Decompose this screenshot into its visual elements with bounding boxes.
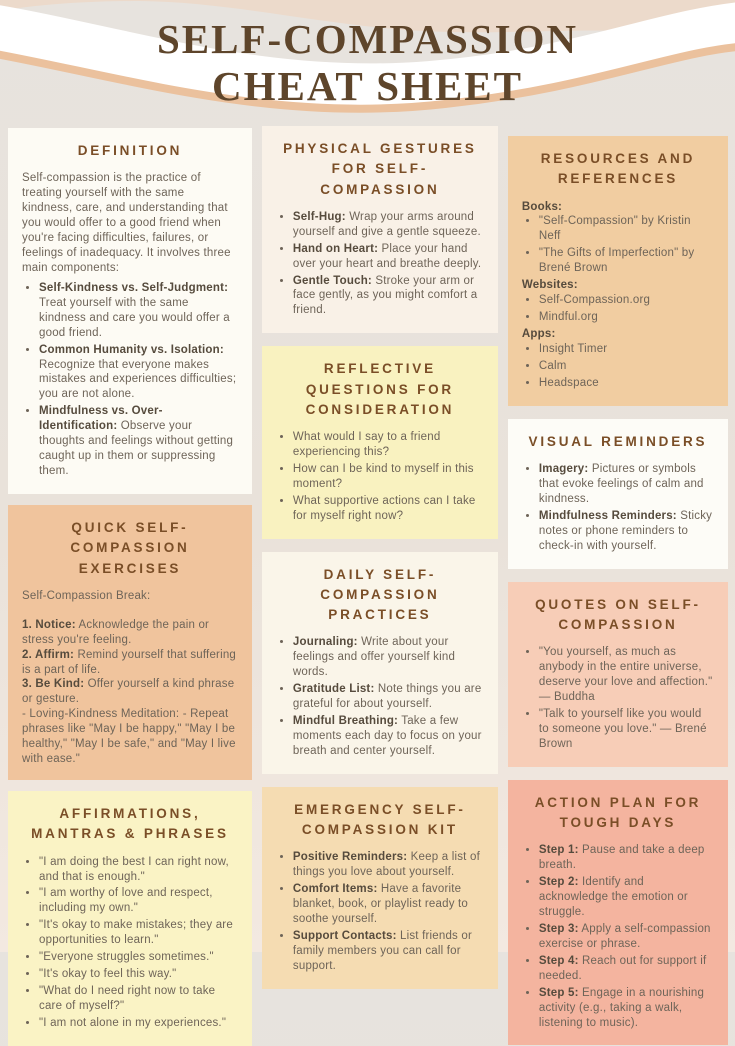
- list-item: • Step 4: Reach out for support if needed.: [539, 954, 714, 984]
- list-item: • Mindfulness Reminders: Sticky notes or phone reminders to check-in with yourself.: [539, 509, 714, 554]
- text-line: 3. Be Kind: Offer yourself a kind phrase or gesture.: [22, 678, 235, 706]
- list-item: • Comfort Items: Have a favorite blanket, book, or playlist ready to soothe yourself.: [293, 882, 484, 927]
- list-item: • "Everyone struggles sometimes.": [39, 950, 238, 965]
- list-item: • Hand on Heart: Place your hand over your heart and breathe deeply.: [293, 242, 484, 272]
- list-item: • Imagery: Pictures or symbols that evoke feelings of calm and kindness.: [539, 462, 714, 507]
- section-heading: Apps:: [521, 328, 556, 340]
- card-title: DEFINITION: [77, 143, 183, 158]
- section-heading: Websites:: [521, 279, 578, 292]
- list-item: • What supportive actions can I take for myself right now?: [293, 494, 484, 524]
- text-line: - Loving-Kindness Meditation: - Repeat phrases like "May I be happy," "May I be healthy," "May I be safe," and "May I live with ease.": [22, 708, 236, 766]
- list-item: • Insight Timer: [539, 342, 714, 357]
- bullet-list: [276, 850, 484, 974]
- list-item: • Mindful Breathing: Take a few moments each day to focus on your breath and center yourself.: [293, 714, 484, 759]
- card-title: QUICK SELF-COMPASSION EXERCISES: [70, 520, 190, 576]
- card-title: QUOTES ON SELF-COMPASSION: [535, 596, 701, 632]
- list-item: • Calm: [539, 359, 714, 374]
- list-item: • "What do I need right now to take care of myself?": [39, 984, 238, 1014]
- card-physical-gestures: [262, 126, 498, 333]
- list-item: • Self-Kindness vs. Self-Judgment: Treat yourself with the same kindness and care you would offer a good friend.: [39, 281, 238, 341]
- content-columns: [0, 122, 735, 1046]
- list-item: • Headspace: [539, 376, 714, 391]
- list-item: • "I am not alone in my experiences.": [39, 1016, 238, 1031]
- list-item: • "Talk to yourself like you would to someone you love." — Brené Brown: [539, 707, 714, 752]
- list-item: • Step 1: Pause and take a deep breath.: [539, 843, 714, 873]
- bullet-list: [276, 210, 484, 319]
- card-quotes: [508, 582, 728, 767]
- list-item: • Gentle Touch: Stroke your arm or face gently, as you might comfort a friend.: [293, 274, 484, 319]
- card-affirmations: [8, 791, 252, 1046]
- list-item: • "It's okay to feel this way.": [39, 967, 238, 982]
- bullet-list: [276, 430, 484, 524]
- card-action-plan: [508, 780, 728, 1046]
- bullet-list: [522, 645, 714, 752]
- bullet-list: [522, 214, 714, 276]
- bullet-list: [522, 293, 714, 325]
- text-line: Self-Compassion Break:: [22, 589, 151, 602]
- list-item: • Mindful.org: [539, 310, 714, 325]
- list-item: • Positive Reminders: Keep a list of things you love about yourself.: [293, 850, 484, 880]
- card-daily-practices: [262, 552, 498, 774]
- list-item: • Common Humanity vs. Isolation: Recognize that everyone makes mistakes and experiences difficulties; you are not alone.: [39, 343, 238, 403]
- list-item: • Step 5: Engage in a nourishing activity (e.g., taking a walk, listening to music).: [539, 986, 714, 1031]
- card-reflective-questions: [262, 346, 498, 538]
- column-right: [508, 136, 728, 1046]
- page-title-line1: SELF-COMPASSION: [156, 16, 579, 62]
- list-item: • Step 3: Apply a self-compassion exercise or phrase.: [539, 922, 714, 952]
- list-item: • How can I be kind to myself in this moment?: [293, 462, 484, 492]
- bullet-list: [522, 342, 714, 391]
- list-item: • Mindfulness vs. Over-Identification: Observe your thoughts and feelings without getting caught up in them or suppressing them.: [39, 404, 238, 479]
- card-title: AFFIRMATIONS, MANTRAS & PHRASES: [31, 806, 229, 842]
- card-title: ACTION PLAN FOR TOUGH DAYS: [534, 794, 702, 830]
- definition-paragraph: Self-compassion is the practice of treating yourself with the same kindness, care, and understanding that you would offer to a good friend when you're facing difficulties, failures, or feelings of inadequacy. It involves three main components:: [22, 172, 231, 274]
- card-resources: [508, 136, 728, 406]
- resource-sections: [522, 200, 714, 391]
- bullet-list: [22, 281, 238, 479]
- bullet-list: [522, 462, 714, 554]
- card-title: EMERGENCY SELF-COMPASSION KIT: [294, 801, 466, 838]
- bullet-list: [22, 855, 238, 1031]
- list-item: • "It's okay to make mistakes; they are opportunities to learn.": [39, 918, 238, 948]
- page-header: [0, 0, 735, 122]
- list-item: • "Self-Compassion" by Kristin Neff: [539, 214, 714, 244]
- text-line: 1. Notice: Acknowledge the pain or stress you're feeling.: [22, 618, 210, 646]
- bullet-list: [276, 635, 484, 759]
- list-item: • What would I say to a friend experiencing this?: [293, 430, 484, 460]
- list-item: • Journaling: Write about your feelings and offer yourself kind words.: [293, 635, 484, 680]
- list-item: • Support Contacts: List friends or family members you can call for support.: [293, 929, 484, 974]
- card-title: REFLECTIVE QUESTIONS FOR CONSIDERATION: [305, 361, 455, 417]
- card-definition: [8, 128, 252, 494]
- column-middle: [262, 126, 498, 1046]
- card-title: RESOURCES AND REFERENCES: [540, 151, 696, 187]
- card-title: DAILY SELF-COMPASSION PRACTICES: [320, 566, 440, 623]
- page-title-line2: CHEAT SHEET: [211, 63, 523, 110]
- card-visual-reminders: [508, 419, 728, 569]
- text-line: 2. Affirm: Remind yourself that suffering is a part of life.: [22, 648, 237, 676]
- section-heading: Books:: [521, 200, 563, 213]
- list-item: • Gratitude List: Note things you are grateful for about yourself.: [293, 682, 484, 712]
- card-quick-exercises: [8, 505, 252, 780]
- card-title: PHYSICAL GESTURES FOR SELF-COMPASSION: [283, 141, 477, 197]
- bullet-list: [522, 843, 714, 1030]
- list-item: • Self-Compassion.org: [539, 293, 714, 308]
- list-item: • "I am doing the best I can right now, and that is enough.": [39, 855, 238, 885]
- exercise-lines: [22, 589, 238, 767]
- card-title: VISUAL REMINDERS: [528, 433, 708, 449]
- card-emergency-kit: [262, 787, 498, 989]
- list-item: • Self-Hug: Wrap your arms around yourself and give a gentle squeeze.: [293, 210, 484, 240]
- list-item: • "I am worthy of love and respect, including my own.": [39, 886, 238, 916]
- list-item: • Step 2: Identify and acknowledge the emotion or struggle.: [539, 875, 714, 920]
- column-left: [8, 128, 252, 1046]
- list-item: • "The Gifts of Imperfection" by Brené Brown: [539, 246, 714, 276]
- list-item: • "You yourself, as much as anybody in the entire universe, deserve your love and affection." — Buddha: [539, 645, 714, 705]
- page-title: [0, 0, 735, 110]
